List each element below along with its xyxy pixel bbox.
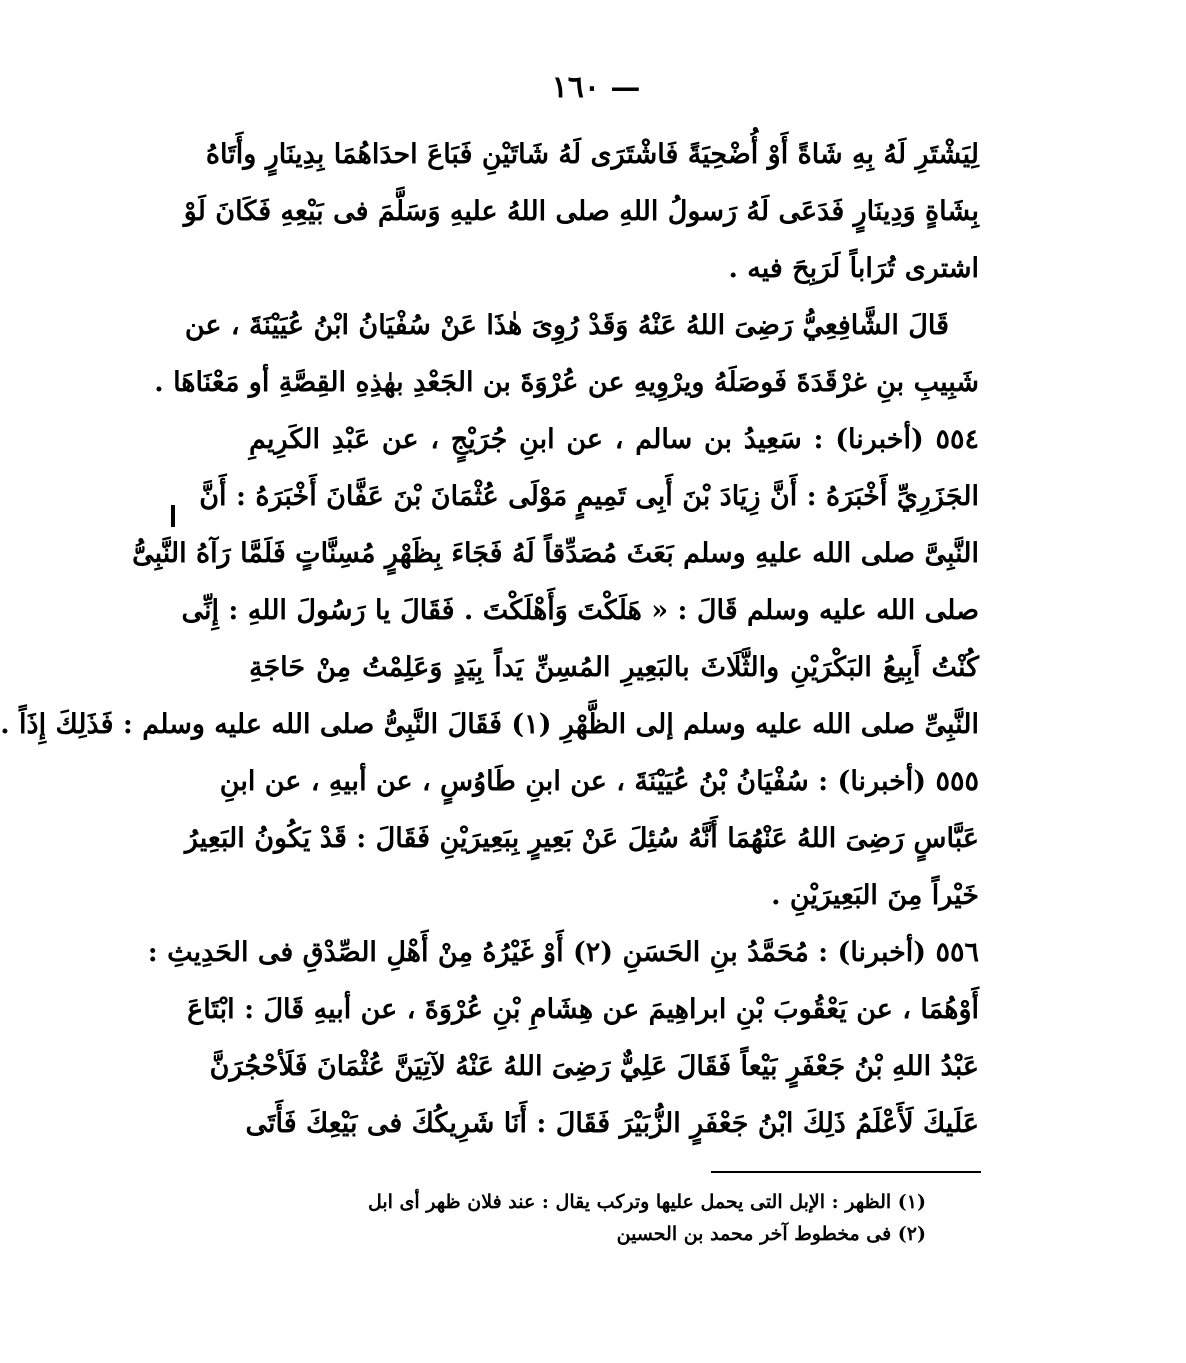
text-line: الجَزَرِيِّ أَخْبَرَهُ : أَنَّ زِيَادَ بْنَ أَبِى تَمِيمٍ مَوْلَى عُثْمَانَ بْنَ عَفَّانَ أَخْبَرَهُ : أَنَّ: [199, 481, 979, 512]
main-text: [0, 126, 979, 1152]
text-line: شَبِيبِ بنِ غرْقَدَةَ فَوصَلَهُ ويرْوِيهِ عن عُرْوَةَ بن الجَعْدِ بهٰذِهِ القِصَّةِ أو مَعْنَاهَا .: [154, 367, 979, 398]
footnotes: [361, 1186, 926, 1250]
text-line: لِيَشْتَرِ لَهُ بِهِ شَاةً أَوْ أُضْحِيَةً فَاشْتَرَى لَهُ شَاتَيْنِ فَبَاعَ احدَاهُمَا بِدِينَارٍ وأَتَاهُ: [205, 139, 979, 170]
footnote-divider: [711, 1171, 981, 1173]
hadith-556-line: ٥٥٦ (أخبرنا) : مُحَمَّدُ بنِ الحَسَنِ (٢) أَوْ غَيْرُهُ مِنْ أَهْلِ الصِّدْقِ فى الحَدِيثِ :: [147, 937, 979, 968]
text-line: النَّبِىِّ صلى الله عليه وسلم إلى الظَّهْرِ (١) فَقَالَ النَّبِىُّ صلى الله عليه وسلم : فَذَلِكَ إِذَاً .: [0, 709, 979, 740]
text-line: اشترى تُرَاباً لَرَبِحَ فيه .: [728, 253, 979, 284]
text-line: عَلَيكَ لَأَعْلَمُ ذَلِكَ ابْنُ جَعْفَرٍ الزُّبَيْرَ فَقَالَ : أَنَا شَرِيكُكَ فى بَيْعِكَ فَأَتَى: [245, 1108, 979, 1139]
text-line: بِشَاةٍ وَدِينَارٍ فَدَعَى لَهُ رَسولُ اللهِ صلى اللهُ عليهِ وَسَلَّمَ فى بَيْعِهِ فَكَانَ لَوْ: [183, 196, 979, 227]
text-line: خَيْراً مِنَ البَعِيرَيْنِ .: [771, 880, 979, 911]
hadith-555-line: ٥٥٥ (أخبرنا) : سُفْيَانُ بْنُ عُيَيْنَةَ ، عن ابنِ طَاوُسٍ ، عن أبيهِ ، عن ابنِ: [219, 766, 979, 797]
text-line: قَالَ الشَّافِعِيُّ رَضِىَ اللهُ عَنْهُ وَقَدْ رُوِىَ هٰذَا عَنْ سُفْيَانُ ابْنُ عُيَيْنَةَ ، عن: [184, 310, 949, 341]
text-line: النَّبِىَّ صلى الله عليهِ وسلم بَعَثَ مُصَدِّقاً لَهُ فَجَاءَ بِظَهْرٍ مُسِنَّاتٍ فَلَمَّا رَآهُ النَّبِىُّ: [132, 538, 979, 569]
hadith-554-line: ٥٥٤ (أخبرنا) : سَعِيدُ بن سالم ، عن ابنِ جُرَيْجٍ ، عن عَبْدِ الكَرِيمِ: [249, 424, 979, 455]
text-line: كُنْتُ أَبِيعُ البَكْرَيْنِ والثَّلَاثَ بالبَعِيرِ المُسِنِّ يَداً بِيَدٍ وَعَلِمْتُ مِنْ حَاجَةِ: [249, 652, 979, 683]
page-number: — ١٦٠: [551, 70, 641, 105]
text-line: عَبَّاسٍ رَضِىَ اللهُ عَنْهُمَا أَنَّهُ سُئِلَ عَنْ بَعِيرٍ بِبَعِيرَيْنِ فَقَالَ : قَدْ يَكُونُ البَعِيرُ: [184, 823, 979, 854]
scan-margin-mark: [171, 505, 175, 527]
footnote-1: (١) الظهر : الإبل التى يحمل عليها وتركب يقال : عند فلان ظهر أى ابل: [367, 1191, 926, 1213]
footnote-2: (٢) فى مخطوط آخر محمد بن الحسين: [616, 1223, 926, 1245]
text-line: عَبْدُ اللهِ بْنُ جَعْفَرٍ بَيْعاً فَقَالَ عَلِيٌّ رَضِىَ اللهُ عَنْهُ لآتِيَنَّ عُثْمَانَ فَلَأحْجُرَنَّ: [209, 1051, 979, 1082]
text-line: صلى الله عليه وسلم قَالَ : « هَلَكْتَ وَأَهْلَكْتَ . فَقَالَ يا رَسُولَ اللهِ : إِنِّى: [181, 595, 979, 626]
text-line: أَوْهُمَا ، عن يَعْقُوبَ بْنِ ابراهِيمَ عن هِشَامِ بْنِ عُرْوَةَ ، عن أبيهِ قَالَ : ابْتَاعَ: [187, 994, 979, 1025]
